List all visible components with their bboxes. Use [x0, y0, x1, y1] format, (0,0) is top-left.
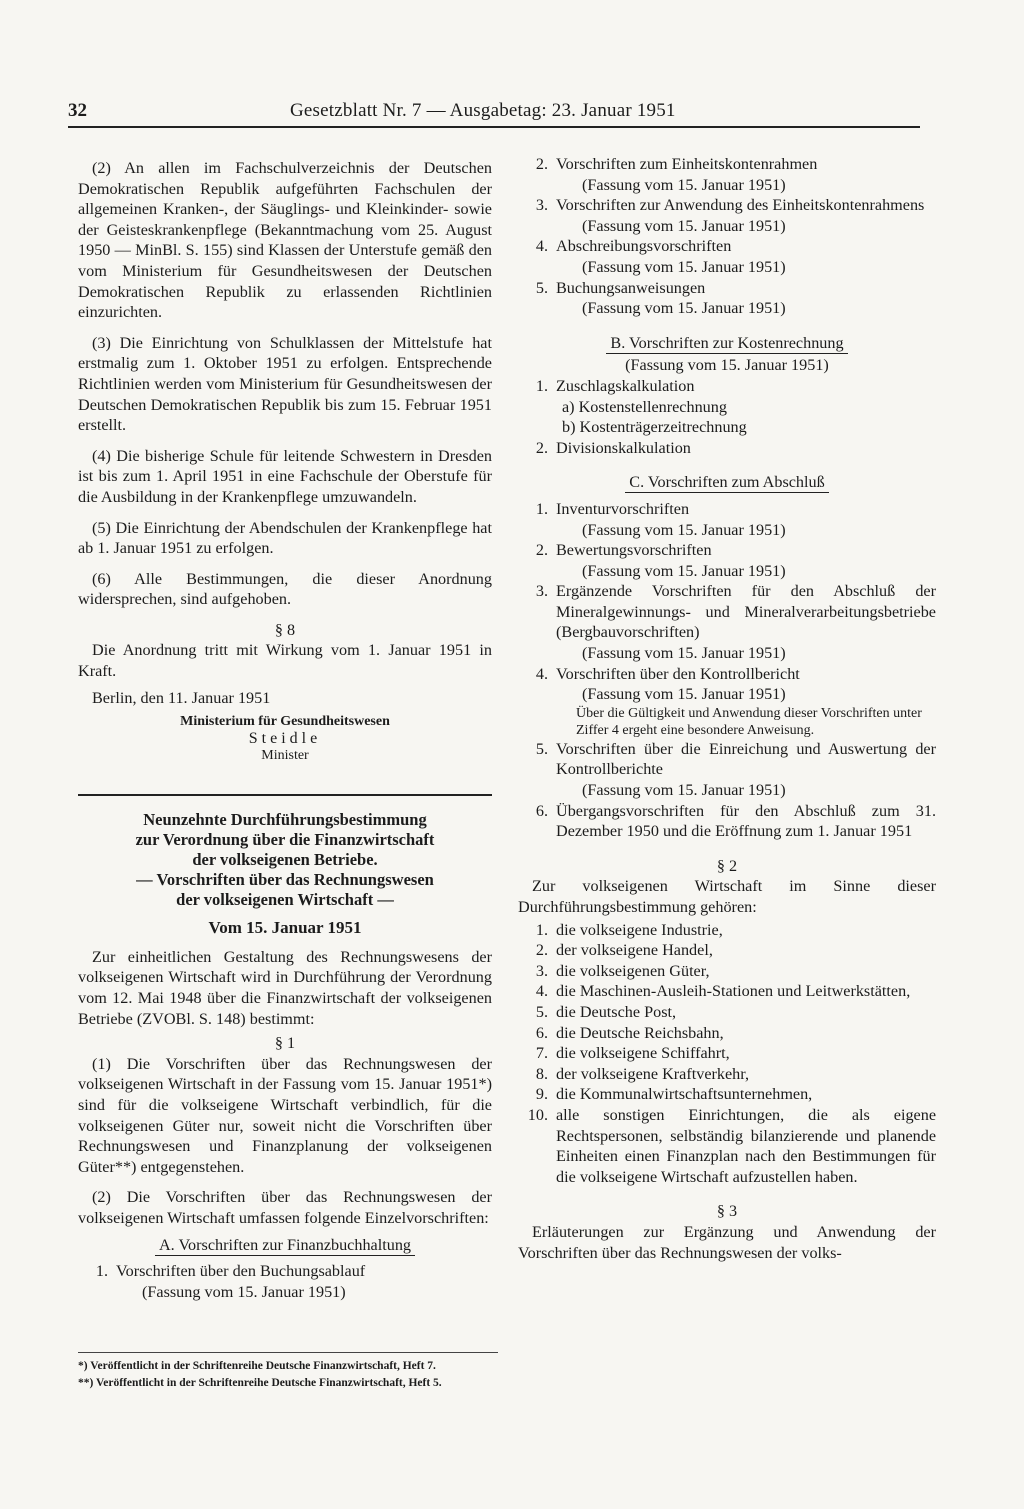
section-3-text: Erläuterungen zur Ergänzung und Anwendung der Vorschriften über das Rechnungswesen der volks- [518, 1222, 936, 1262]
list-item: 6. Übergangsvorschriften für den Abschluß zum 31. Dezember 1950 und die Eröffnung zum 1. Januar 1951 [535, 801, 936, 841]
list-item: 9. die Kommunalwirtschaftsunternehmen, [535, 1085, 813, 1104]
section-c-heading: C. Vorschriften zum Abschluß [518, 472, 936, 493]
section-divider [78, 794, 492, 796]
decree-date: Vom 15. Januar 1951 [208, 918, 362, 938]
list-item: 2. der volkseigene Handel, [535, 941, 713, 960]
list-item: 4. die Maschinen-Ausleih-Stationen und Leitwerkstätten, [535, 982, 911, 1001]
footnote: *) Veröffentlicht in der Schriftenreihe Deutsche Finanzwirtschaft, Heft 7. [78, 1360, 436, 1372]
list-item: 2. Bewertungsvorschriften (Fassung vom 15. Januar 1951) [535, 541, 786, 580]
list-item: 5. die Deutsche Post, [535, 1002, 677, 1021]
section-8-heading: § 8 [274, 620, 296, 639]
ministry-name: Ministerium für Gesundheitswesen [180, 714, 390, 730]
left-column [78, 158, 492, 1302]
page-number: 32 [68, 100, 87, 121]
paragraph-4: (4) Die bisherige Schule für leitende Schwestern in Dresden ist bis zum 1. April 1951 in eine Fachschule der Oberstufe für die Ausbildung in der Krankenpflege umzuwandeln. [78, 446, 492, 506]
sub-item: b) Kostenträgerzeitrechnung [562, 418, 747, 437]
right-column [518, 154, 936, 1263]
decree-title [78, 810, 492, 910]
decree-title-line: der volkseigenen Betriebe. [192, 850, 378, 870]
decree-title-line: Neunzehnte Durchführungsbestimmung [143, 810, 427, 830]
list-item: 5. Vorschriften über die Einreichung und Auswertung der Kontrollberichte (Fassung vom 15. Januar 1951) [535, 739, 936, 800]
list-item: 8. der volkseigene Kraftverkehr, [535, 1064, 750, 1083]
section-a-heading: A. Vorschriften zur Finanzbuchhaltung [78, 1235, 492, 1256]
section-8-text: Die Anordnung tritt mit Wirkung vom 1. Januar 1951 in Kraft. [78, 641, 492, 681]
decree-title-line: — Vorschriften über das Rechnungswesen [136, 870, 434, 890]
list-item: 1. Vorschriften über den Buchungsablauf (Fassung vom 15. Januar 1951) [95, 1262, 366, 1301]
list-item: 4. Abschreibungsvorschriften (Fassung vom 15. Januar 1951) [535, 237, 786, 276]
list-item: 2. Divisionskalkulation [535, 438, 691, 457]
section-1-paragraph-2: (2) Die Vorschriften über das Rechnungswesen der volkseigenen Wirtschaft umfassen folgende Einzelvorschriften: [78, 1188, 492, 1227]
gazette-title: Gesetzblatt Nr. 7 — Ausgabetag: 23. Januar 1951 [290, 100, 676, 121]
signer-name: Steidle [248, 730, 322, 748]
paragraph-2: (2) An allen im Fachschulverzeichnis der Deutschen Demokratischen Republik aufgeführten Fachschulen der allgemeinen Kranken-, der Säuglings- und Kleinkinder- sowie der Geisteskrankenpflege (Bekanntmachung vom 25. August 1950 — MinBl. S. 155) sind Klassen der Unterstufe gemäß den vom Ministerium für Gesundheitswesen der Deutschen Demokratischen Republik zu erlassenden Richtlinien einzurichten. [78, 159, 492, 322]
list-item: 7. die volkseigene Schiffahrt, [535, 1044, 730, 1063]
paragraph-3: (3) Die Einrichtung von Schulklassen der Mittelstufe hat erstmalig zum 1. Oktober 1951 zu erfolgen. Entsprechende Richtlinien werden vom Ministerium für Gesundheitswesen der Deutschen Demokratischen Republik bis zum 15. Februar 1951 erstellt. [78, 333, 492, 435]
section-b-heading: B. Vorschriften zur Kostenrechnung [518, 333, 936, 354]
footnote-divider [78, 1352, 498, 1353]
list-item: 1. Zuschlagskalkulation [535, 376, 695, 395]
place-date: Berlin, den 11. Januar 1951 [92, 688, 271, 707]
section-3-heading: § 3 [716, 1202, 738, 1221]
page-header [68, 100, 920, 128]
list-item: 3. Vorschriften zur Anwendung des Einheitskontenrahmens (Fassung vom 15. Januar 1951) [535, 196, 925, 235]
paragraph-6: (6) Alle Bestimmungen, die dieser Anordnung widersprechen, sind aufgehoben. [78, 569, 492, 609]
list-item: 4. Vorschriften über den Kontrollbericht (Fassung vom 15. Januar 1951) Über die Gültigkeit und Anwendung dieser Vorschriften unter Ziffer 4 ergeht eine besondere Anweisung. [535, 664, 922, 738]
section-2-heading: § 2 [716, 856, 738, 875]
list-item: 10. alle sonstigen Einrichtungen, die als eigene Rechtspersonen, selbständig bilanzierende und planende Einheiten einen Finanzplan nach den Bestimmungen für die volkseigene Wirtschaft aufzustellen haben. [527, 1105, 936, 1186]
signer-role: Minister [261, 748, 309, 764]
section-2-intro: Zur volkseigenen Wirtschaft im Sinne dieser Durchführungsbestimmung gehören: [518, 877, 936, 916]
decree-title-line: der volkseigenen Wirtschaft — [176, 890, 394, 910]
sub-item: a) Kostenstellenrechnung [562, 397, 727, 416]
section-1-heading: § 1 [274, 1034, 296, 1053]
list-item: 1. die volkseigene Industrie, [535, 920, 723, 939]
footnotes [78, 1352, 498, 1393]
list-item: 6. die Deutsche Reichsbahn, [535, 1023, 724, 1042]
decree-title-line: zur Verordnung über die Finanzwirtschaft [135, 830, 435, 850]
list-item: 2. Vorschriften zum Einheitskontenrahmen (Fassung vom 15. Januar 1951) [535, 155, 818, 194]
list-item: 5. Buchungsanweisungen (Fassung vom 15. Januar 1951) [535, 278, 786, 318]
section-b-version: (Fassung vom 15. Januar 1951) [625, 356, 829, 375]
list-item: 3. die volkseigenen Güter, [535, 961, 710, 980]
intro-paragraph: Zur einheitlichen Gestaltung des Rechnungswesens der volkseigenen Wirtschaft wird in Durchführung der Verordnung vom 12. Mai 1948 über die Finanzwirtschaft der volkseigenen Betriebe (ZVOBl. S. 148) bestimmt: [78, 947, 492, 1028]
list-item: 3. Ergänzende Vorschriften für den Abschluß der Mineralgewinnungs- und Mineralverarbeitungsbetriebe (Bergbauvorschriften) (Fassung vom 15. Januar 1951) [535, 582, 936, 663]
section-1-paragraph-1: (1) Die Vorschriften über das Rechnungswesen der volkseigenen Wirtschaft in der Fassung vom 15. Januar 1951*) sind für die volkseigene Wirtschaft verbindlich, für die volkseigenen Güter nur, soweit nicht die Vorschriften über Rechnungswesen und Finanzplanung der volkseigenen Güter**) entgegenstehen. [78, 1054, 492, 1176]
list-item: 1. Inventurvorschriften (Fassung vom 15. Januar 1951) [535, 499, 786, 539]
footnote: **) Veröffentlicht in der Schriftenreihe Deutsche Finanzwirtschaft, Heft 5. [78, 1377, 442, 1389]
paragraph-5: (5) Die Einrichtung der Abendschulen der Krankenpflege hat ab 1. Januar 1951 zu erfolgen. [78, 518, 492, 558]
